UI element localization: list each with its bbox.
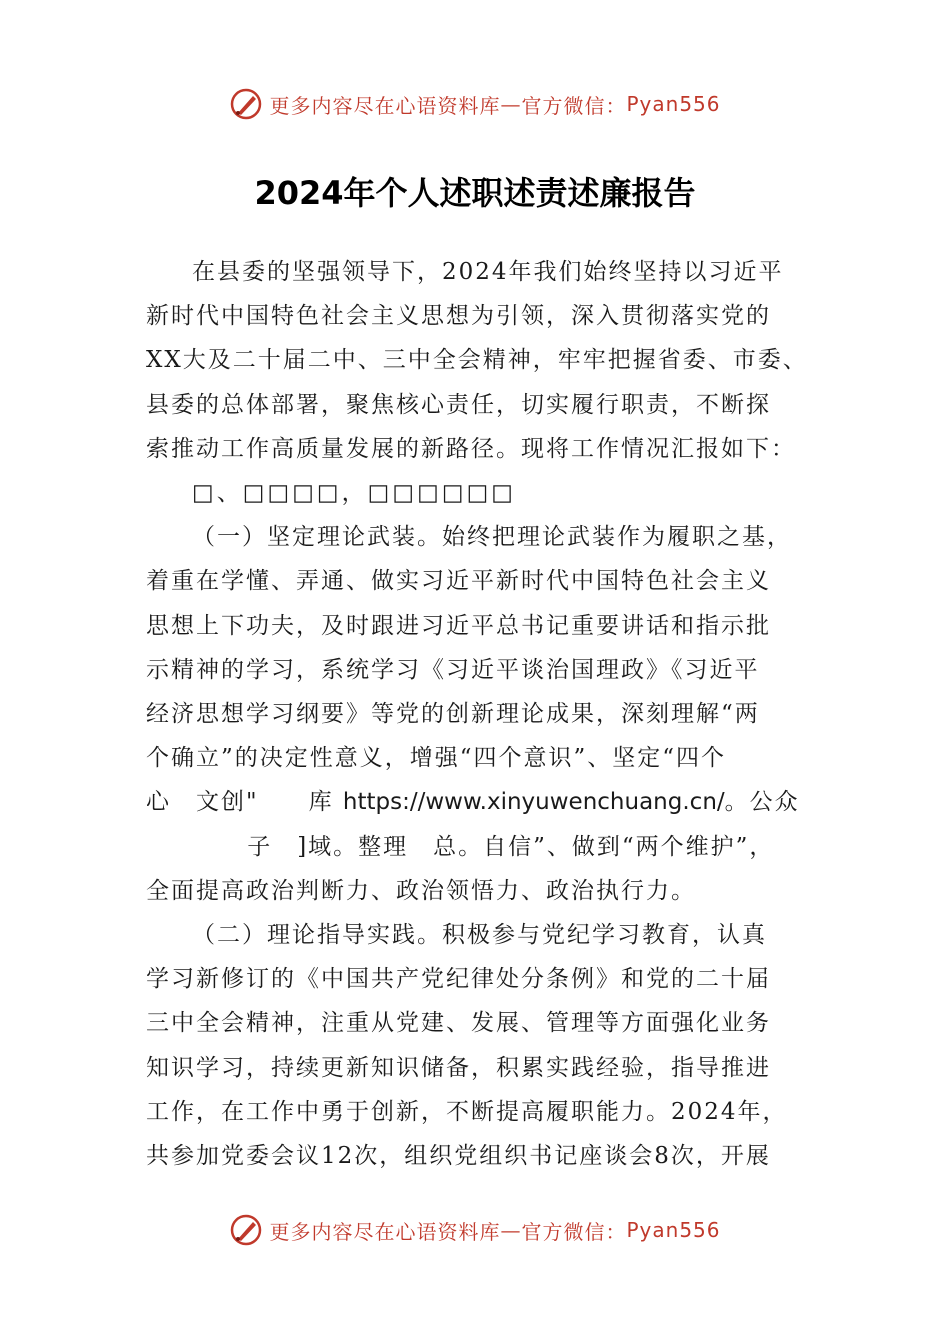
- text-line: 知识学习，持续更新知识储备，积累实践经验，指导推进: [146, 1054, 771, 1081]
- text-line: 示精神的学习，系统学习《习近平谈治国理政》《习近平: [146, 656, 760, 683]
- page-title: 2024年个人述职述责述廉报告: [254, 174, 696, 212]
- banner-wechat-label: 官方微信：: [521, 1219, 627, 1244]
- text-line: 三中全会精神，注重从党建、发展、管理等方面强化业务: [146, 1010, 771, 1037]
- text-line: 经济思想学习纲要》等党的创新理论成果，深刻理解“两: [146, 701, 760, 728]
- text-line: 个确立”的决定性意义，增强“四个意识”、坚定“四个: [146, 745, 727, 772]
- text-line: 全面提高政治判断力、政治领悟力、政治执行力。: [146, 877, 696, 904]
- paragraph-1: [146, 515, 818, 913]
- header-banner: [0, 84, 950, 124]
- section-heading: □、□□□□，□□□□□□: [192, 480, 517, 507]
- watermark-text-end: 。公众: [724, 789, 800, 816]
- text-line: 索推动工作高质量发展的新路径。现将工作情况汇报如下：: [146, 435, 796, 462]
- banner-separator: —: [500, 92, 522, 116]
- text-line: （二）理论指导实践。积极参与党纪学习教育，认真: [192, 922, 767, 949]
- footer-banner: [0, 1210, 950, 1250]
- text-line: 思想上下功夫，及时跟进习近平总书记重要讲话和指示批: [146, 612, 771, 639]
- text-line: 新时代中国特色社会主义思想为引领，深入贯彻落实党的: [146, 303, 771, 330]
- banner-wechat-id: Pyan556: [626, 1218, 721, 1242]
- text-line: 共参加党委会议12次，组织党组织书记座谈会8次，开展: [146, 1143, 771, 1170]
- text-line: （一）坚定理论武装。始终把理论武装作为履职之基，: [192, 524, 792, 551]
- paragraph-2: [146, 913, 818, 1178]
- banner-separator: —: [500, 1218, 522, 1242]
- pen-circle-icon: [229, 87, 263, 121]
- pen-circle-icon: [229, 1213, 263, 1247]
- intro-paragraph: [146, 250, 818, 471]
- text-line: 着重在学懂、弄通、做实习近平新时代中国特色社会主义: [146, 568, 771, 595]
- fragment-line: 子 ]域。整理 总。自信”、做到“两个维护”，: [247, 833, 775, 860]
- document-body: [146, 250, 818, 1178]
- watermark-text: 心 文创" 库: [146, 789, 334, 816]
- text-line: 在县委的坚强领导下，2024年我们始终坚持以习近平: [192, 259, 784, 285]
- text-line: XX大及二十届二中、三中全会精神，牢牢把握省委、市委、: [146, 347, 808, 374]
- text-line: 工作，在工作中勇于创新，不断提高履职能力。2024年，: [146, 1098, 788, 1125]
- banner-wechat-id: Pyan556: [626, 92, 721, 116]
- banner-text: 更多内容尽在心语资料库: [269, 93, 501, 118]
- banner-text: 更多内容尽在心语资料库: [269, 1219, 501, 1244]
- text-line: 县委的总体部署，聚焦核心责任，切实履行职责，不断探: [146, 391, 771, 418]
- watermark-url: https://www.xinyuwenchuang.cn/: [342, 789, 725, 816]
- watermark-line: [146, 780, 818, 824]
- banner-wechat-label: 官方微信：: [521, 93, 627, 118]
- text-line: 学习新修订的《中国共产党纪律处分条例》和党的二十届: [146, 966, 771, 993]
